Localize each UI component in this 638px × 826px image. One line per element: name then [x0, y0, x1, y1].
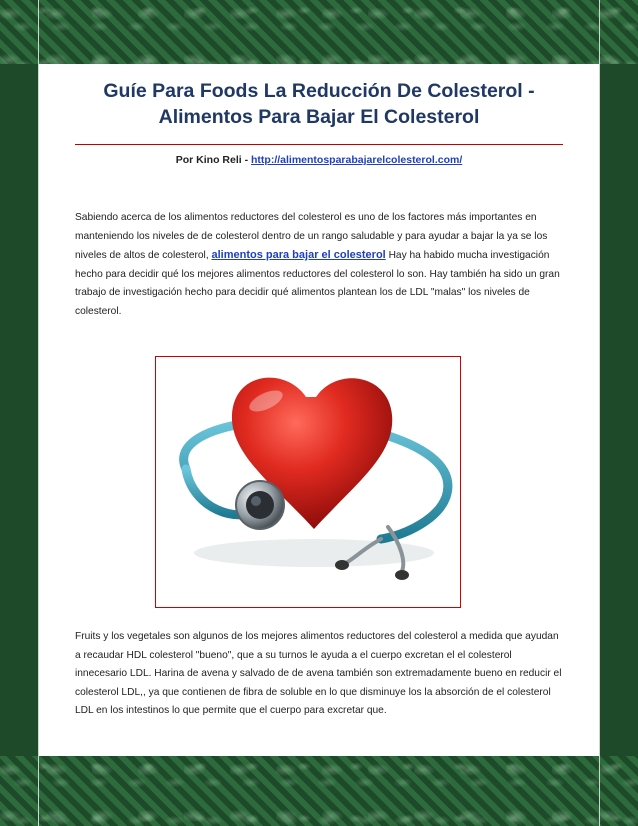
- paragraph-intro-text-end: Hay ha habido mucha investigación hecho para decidir qué los mejores alimentos reductores del colesterol lo son. Hay también ha sido un gran trabajo de investigación hecho para decidir qué alimentos plantean los de LDL "malas" los niveles de colesterol.: [75, 250, 560, 317]
- decorative-bottom-band: [0, 756, 638, 826]
- title-line-1: Guíe Para Foods La Reducción De Colesterol -: [103, 80, 535, 102]
- page-frame-right: [599, 0, 600, 826]
- title-divider: [75, 144, 563, 145]
- heart-stethoscope-icon: [156, 357, 460, 607]
- author-site-link[interactable]: http://alimentosparabajarelcolesterol.com/: [251, 154, 463, 166]
- title-line-2: Alimentos Para Bajar El Colesterol: [158, 106, 480, 128]
- document-page: [39, 64, 599, 756]
- byline: [39, 154, 599, 166]
- paragraph-foods: Fruits y los vegetales son algunos de los mejores alimentos reductores del colesterol a medida que ayudan a recaudar HDL colesterol "bueno", que a su turnos le ayuda a el cuerpo excretan el el colesterol innecesario LDL. Harina de avena y salvado de de avena también son extremadamente bueno en reducir el colesterol LDL,, ya que contienen de fibra de soluble en lo que disminuye los la absorción de el colesterol LDL en los intestinos lo que permite que el cuerpo para excretar que.: [75, 631, 562, 716]
- paragraph-intro: [75, 209, 565, 321]
- decorative-top-band: [0, 0, 638, 64]
- page-title: [39, 78, 599, 130]
- author-label: Por Kino Reli -: [175, 154, 252, 166]
- paragraph-intro-text-start: Sabiendo acerca de los alimentos reductores del colesterol es uno de los factores más importantes en manteniendo los niveles de de colesterol dentro de un rango saludable y para ayudar a bajar la ya se los niveles de altos de colesterol,: [75, 212, 548, 261]
- keyword-link[interactable]: alimentos para bajar el colesterol: [211, 249, 386, 261]
- heart-stethoscope-image: [155, 356, 461, 608]
